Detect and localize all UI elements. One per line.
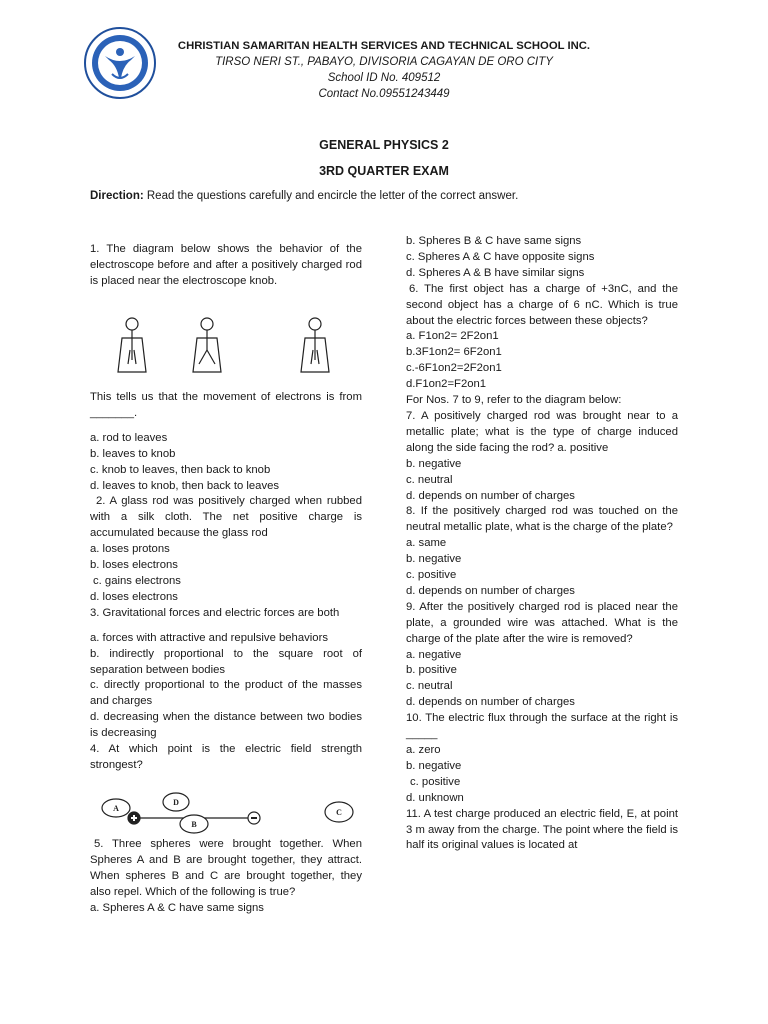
q6-option-d: d.F1on2=F2on1 xyxy=(406,378,487,391)
q8-option-b: b. negative xyxy=(406,553,462,566)
right-column xyxy=(406,234,678,854)
q6-option-c: c.-6F1on2=2F2on1 xyxy=(406,362,502,375)
school-address: TIRSO NERI ST., PABAYO, DIVISORIA CAGAYAN DE ORO CITY xyxy=(215,56,553,68)
q10-option-b: b. negative xyxy=(406,759,462,772)
direction-text: Read the questions carefully and encircle the letter of the correct answer. xyxy=(143,190,519,202)
q5-option-b: b. Spheres B & C have same signs xyxy=(406,235,582,247)
q1-option-d: d. leaves to knob, then back to leaves xyxy=(90,479,280,492)
q3-option-b: b. indirectly proportional to the square root of separation between bodies xyxy=(90,647,362,676)
question-1-stem: This tells us that the movement of electrons is from _______. xyxy=(90,391,362,419)
exam-title: 3RD QUARTER EXAM xyxy=(319,164,449,178)
subject-title: GENERAL PHYSICS 2 xyxy=(319,138,449,152)
point-d-label: D xyxy=(173,798,179,807)
q5-option-d: d. Spheres A & B have similar signs xyxy=(406,266,585,279)
q9-option-c: c. neutral xyxy=(406,680,453,693)
q7-option-d: d. depends on number of charges xyxy=(406,489,575,502)
q7-option-c: c. neutral xyxy=(406,473,453,486)
q8-option-c: c. positive xyxy=(406,569,457,582)
q6-option-b: b.3F1on2= 6F2on1 xyxy=(406,346,502,359)
q5-option-a: a. Spheres A & C have same signs xyxy=(90,901,264,914)
left-column-bottom xyxy=(90,837,362,917)
q1-option-b: b. leaves to knob xyxy=(90,447,176,460)
question-5: 5. Three spheres were brought together. When Spheres A and B are brought together, they attract. When spheres B and C are brought together, they also repel. Which of the following is true? xyxy=(90,838,362,898)
direction xyxy=(90,190,518,202)
q2-option-a: a. loses protons xyxy=(90,543,170,556)
q9-option-b: b. positive xyxy=(406,664,457,677)
nos-7-9-note: For Nos. 7 to 9, refer to the diagram below: xyxy=(406,394,622,407)
q10-option-c: c. positive xyxy=(410,775,461,788)
q3-option-c: c. directly proportional to the product of the masses and charges xyxy=(90,679,362,708)
q2-option-c: c. gains electrons xyxy=(93,574,181,587)
point-c-label: C xyxy=(336,808,342,817)
school-id: School ID No. 409512 xyxy=(327,72,441,84)
contact-number: Contact No.09551243449 xyxy=(318,88,450,100)
left-column-continued xyxy=(90,390,362,774)
question-4: 4. At which point is the electric field strength strongest? xyxy=(90,743,362,771)
left-column xyxy=(90,242,362,290)
question-9: 9. After the positively charged rod is placed near the plate, a grounded wire was attached. What is the charge of the plate after the wire is removed? xyxy=(406,600,678,645)
school-name: CHRISTIAN SAMARITAN HEALTH SERVICES AND TECHNICAL SCHOOL INC. xyxy=(177,40,591,52)
question-3: 3. Gravitational forces and electric forces are both xyxy=(90,606,340,619)
question-6: 6. The first object has a charge of +3nC, and the second object has a charge of 6 nC. Which is true about the electric forces between these objects? xyxy=(406,282,678,327)
point-a-label: A xyxy=(113,804,119,813)
question-1: 1. The diagram below shows the behavior of the electroscope before and after a positively charged rod is placed near the electroscope knob. xyxy=(90,243,362,287)
q2-option-d: d. loses electrons xyxy=(90,590,178,603)
q9-option-a: a. negative xyxy=(406,648,462,661)
q5-option-c: c. Spheres A & C have opposite signs xyxy=(406,250,595,263)
q6-option-a: a. F1on2= 2F2on1 xyxy=(406,330,499,343)
electroscope-diagram xyxy=(110,316,350,378)
school-logo xyxy=(83,26,157,100)
q8-option-a: a. same xyxy=(406,537,447,550)
q9-option-d: d. depends on number of charges xyxy=(406,696,575,709)
q3-option-a: a. forces with attractive and repulsive behaviors xyxy=(90,631,328,644)
q7-option-b: b. negative xyxy=(406,457,462,470)
question-2: 2. A glass rod was positively charged when rubbed with a silk cloth. The net positive charge is accumulated because the glass rod xyxy=(90,495,362,540)
question-11: 11. A test charge produced an electric field, E, at point 3 m away from the charge. The point where the field is half its original values is located at xyxy=(406,807,678,852)
question-10: 10. The electric flux through the surface at the right is _____ xyxy=(406,712,678,741)
q8-option-d: d. depends on number of charges xyxy=(406,584,575,597)
q3-option-d: d. decreasing when the distance between two bodies is decreasing xyxy=(90,711,362,740)
field-points-diagram xyxy=(96,792,358,838)
q1-option-c: c. knob to leaves, then back to knob xyxy=(90,463,271,476)
q10-option-a: a. zero xyxy=(406,744,441,756)
q1-option-a: a. rod to leaves xyxy=(90,431,168,444)
point-b-label: B xyxy=(191,820,197,829)
direction-label: Direction: xyxy=(90,190,144,202)
q10-option-d: d. unknown xyxy=(406,791,464,804)
question-7: 7. A positively charged rod was brought near to a metallic plate; what is the type of charge induced along the side facing the rod? a. positive xyxy=(406,409,678,454)
question-8: 8. If the positively charged rod was touched on the neutral metallic plate, what is the charge of the plate? xyxy=(406,505,678,534)
q2-option-b: b. loses electrons xyxy=(90,559,178,572)
